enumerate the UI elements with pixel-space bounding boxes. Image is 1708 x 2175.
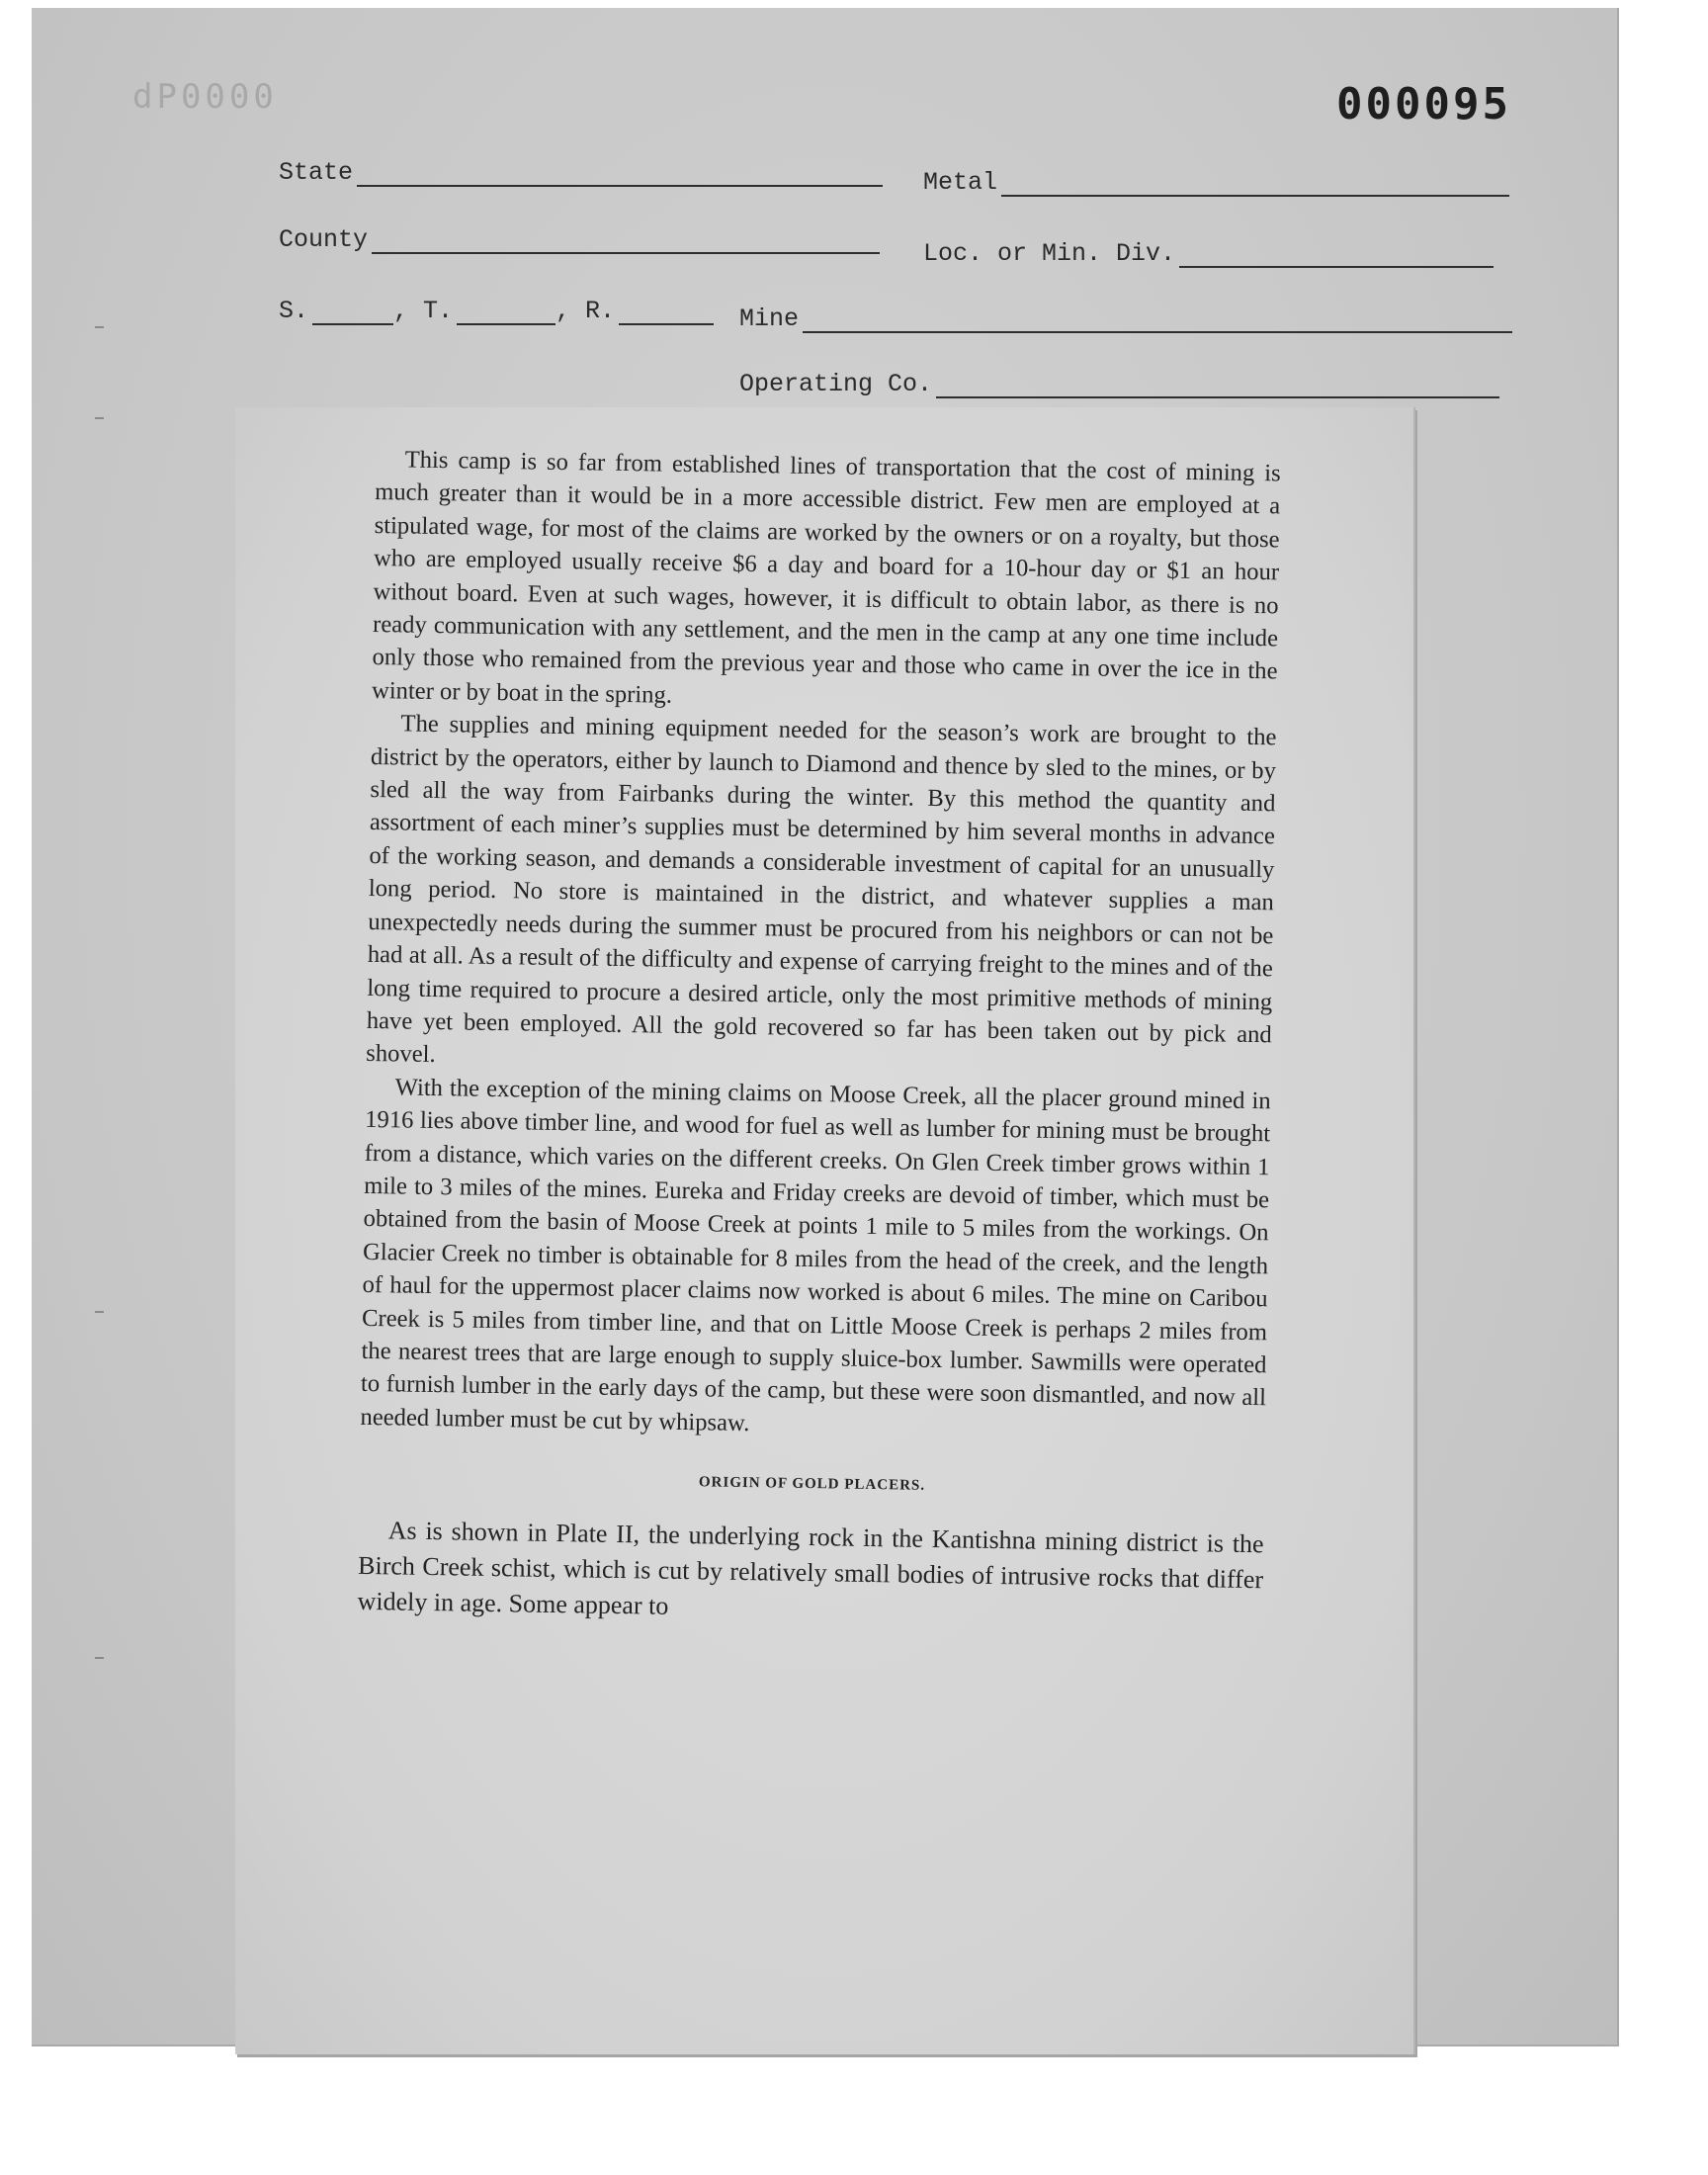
mine-field [739, 304, 1512, 333]
operating-co-input-line[interactable] [936, 373, 1499, 398]
state-label: State [279, 158, 354, 187]
range-input-line[interactable] [619, 300, 714, 325]
state-field [279, 158, 883, 187]
metal-field [923, 168, 1509, 197]
paragraph-timber: With the exception of the mining claims on Moose Creek, all the placer ground mined in 1916 lies above timber line, and wood for fuel as well as lumber for mining must be brought from a distance, which varies on the different creeks. On Glen Creek timber grows within 1 mile to 3 miles of the mines. Eureka and Friday creeks are devoid of timber, which must be obtained from the basin of Moose Creek at points 1 mile to 5 miles from the workings. On Glacier Creek no timber is obtainable for 8 miles from the head of the creek, and the length of haul for the uppermost placer claims now worked is about 6 miles. The mine on Caribou Creek is 5 miles from timber line, and that on Little Moose Creek is perhaps 2 miles from the nearest trees that are large enough to supply sluice-box lumber. Sawmills were operated to furnish lumber in the early days of the camp, but these were soon dismantled, and now all needed lumber must be cut by whipsaw. [360, 1074, 1271, 1436]
mine-input-line[interactable] [803, 307, 1512, 333]
county-label: County [279, 225, 369, 254]
metal-label: Metal [923, 168, 998, 197]
section-input-line[interactable] [312, 300, 393, 325]
county-input-line[interactable] [372, 228, 880, 254]
card-id-stamp: dP0000 [132, 77, 278, 117]
mine-label: Mine [739, 304, 800, 333]
paragraph-supplies: The supplies and mining equipment needed for the season’s work are brought to the district by the operators, either by launch to Diamond and thence by sled to the mines, or by sled all the way from Fairbanks during the winter. By this method the quantity and assortment of each miner’s supplies must be determined by him several months in advance of the working season, and demands a considerable investment of capital for an unusually long period. No store is maintained in the district, and whatever supplies a man unexpectedly needs during the summer must be procured from his neighbors or can not be had at all. As a result of the difficulty and expense of carrying freight to the mines and of the long time required to procure a desired article, only the most primitive methods of mining have yet been employed. All the gold recovered so far has been taken out by pick and shovel. [366, 710, 1277, 1069]
margin-mark [95, 417, 104, 419]
operating-co-label: Operating Co. [739, 370, 933, 398]
operating-co-field [739, 370, 1499, 398]
loc-label: Loc. or Min. Div. [923, 239, 1176, 268]
state-input-line[interactable] [357, 161, 883, 187]
str-field [279, 297, 714, 325]
margin-mark [95, 326, 104, 328]
paragraph-transportation: This camp is so far from established lines of transportation that the cost of mining is much greater than it would be in a more accessible district. Few men are employed at a stipulated wage, for most of the claims are worked by the owners or on a royalty, but those who are employed usually receive $6 a day and board for a 10-hour day or $1 an hour without board. Even at such wages, however, it is difficult to obtain labor, as there is no ready communication with any settlement, and the men in the camp at any one time include only those who remained from the previous year and those who came in over the ice in the winter or by boat in the spring. [371, 446, 1281, 709]
section-heading: ORIGIN OF GOLD PLACERS. [698, 1474, 926, 1495]
margin-mark [95, 1311, 104, 1313]
range-label: , R. [555, 297, 616, 325]
county-field [279, 225, 880, 254]
paragraph-origin: As is shown in Plate II, the underlying rock in the Kantishna mining district is the Birch Creek schist, which is cut by relatively small bodies of intrusive rocks that differ widely in age. Some appear to [357, 1516, 1264, 1620]
document-number: 000095 [1336, 79, 1511, 130]
township-input-line[interactable] [457, 300, 555, 325]
loc-field [923, 239, 1494, 268]
metal-input-line[interactable] [1001, 171, 1509, 197]
loc-input-line[interactable] [1179, 242, 1494, 268]
article-text [357, 443, 1281, 1633]
township-label: , T. [393, 297, 454, 325]
section-label: S. [279, 297, 309, 325]
margin-mark [95, 1657, 104, 1659]
